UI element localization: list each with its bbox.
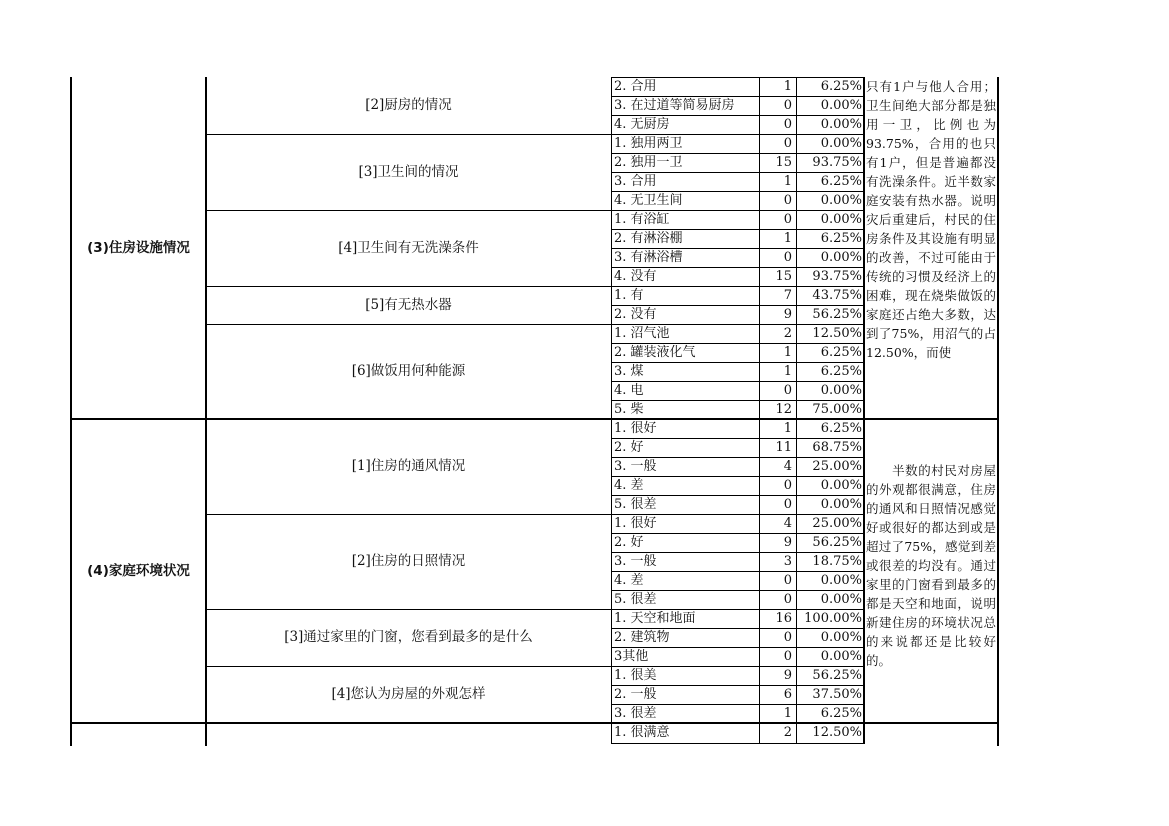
h-rule (206, 134, 865, 135)
question-label (206, 723, 611, 742)
section-title: (3)住房设施情况 (87, 239, 190, 256)
count-cell: 0 (783, 212, 792, 227)
percent-cell: 68.75% (812, 440, 862, 455)
h-rule (611, 229, 865, 230)
count-cell: 0 (783, 592, 792, 607)
h-rule (611, 400, 865, 401)
option-cell: 3. 在过道等简易厨房 (614, 98, 735, 113)
count-cell: 15 (775, 155, 792, 170)
count-cell: 9 (783, 668, 792, 683)
option-cell: 2. 好 (614, 440, 644, 455)
option-cell: 4. 无厨房 (614, 117, 670, 132)
count-cell: 0 (783, 478, 792, 493)
percent-cell: 6.25% (820, 79, 862, 94)
h-rule (611, 305, 865, 306)
count-cell: 0 (783, 573, 792, 588)
v-rule (611, 77, 612, 743)
percent-cell: 6.25% (820, 345, 862, 360)
section-title (71, 723, 206, 742)
option-cell: 3. 一般 (614, 459, 657, 474)
count-cell: 12 (775, 402, 792, 417)
h-rule (206, 324, 865, 325)
count-cell: 0 (783, 383, 792, 398)
h-rule (611, 743, 865, 744)
question-label: [3]通过家里的门窗，您看到最多的是什么 (284, 629, 533, 645)
count-cell: 0 (783, 497, 792, 512)
count-cell: 2 (783, 326, 792, 341)
percent-cell: 0.00% (820, 250, 862, 265)
option-cell: 3. 有淋浴槽 (614, 250, 683, 265)
percent-cell: 93.75% (812, 269, 862, 284)
option-cell: 1. 有浴缸 (614, 212, 670, 227)
count-cell: 1 (783, 79, 792, 94)
option-cell: 1. 天空和地面 (614, 611, 696, 626)
h-rule (206, 210, 865, 211)
h-rule (611, 381, 865, 382)
count-cell: 0 (783, 630, 792, 645)
h-rule (206, 666, 865, 667)
count-cell: 0 (783, 98, 792, 113)
option-cell: 4. 没有 (614, 269, 657, 284)
option-cell: 3. 很差 (614, 706, 657, 721)
count-cell: 1 (783, 421, 792, 436)
percent-cell: 37.50% (812, 687, 862, 702)
option-cell: 1. 有 (614, 288, 644, 303)
h-rule (611, 267, 865, 268)
h-rule (611, 457, 865, 458)
option-cell: 2. 罐装液化气 (614, 345, 696, 360)
h-rule (611, 552, 865, 553)
h-rule (611, 191, 865, 192)
h-rule (611, 628, 865, 629)
count-cell: 0 (783, 193, 792, 208)
option-cell: 1. 很满意 (614, 725, 670, 740)
count-cell: 11 (775, 440, 792, 455)
count-cell: 4 (783, 459, 792, 474)
option-cell: 3. 煤 (614, 364, 644, 379)
count-cell: 15 (775, 269, 792, 284)
h-rule (206, 514, 865, 515)
h-rule (206, 286, 865, 287)
h-rule (611, 248, 865, 249)
percent-cell: 0.00% (820, 98, 862, 113)
option-cell: 1. 沼气池 (614, 326, 670, 341)
count-cell: 1 (783, 706, 792, 721)
h-rule (611, 96, 865, 97)
percent-cell: 12.50% (812, 725, 862, 740)
option-cell: 2. 没有 (614, 307, 657, 322)
option-cell: 3. 合用 (614, 174, 657, 189)
option-cell: 1. 独用两卫 (614, 136, 683, 151)
option-cell: 4. 差 (614, 478, 644, 493)
option-cell: 2. 建筑物 (614, 630, 670, 645)
option-cell: 1. 很好 (614, 421, 657, 436)
h-rule (206, 609, 865, 610)
percent-cell: 6.25% (820, 706, 862, 721)
h-rule (611, 476, 865, 477)
h-rule (611, 172, 865, 173)
count-cell: 1 (783, 174, 792, 189)
percent-cell: 0.00% (820, 478, 862, 493)
percent-cell: 100.00% (804, 611, 862, 626)
percent-cell: 0.00% (820, 497, 862, 512)
percent-cell: 93.75% (812, 155, 862, 170)
h-rule (611, 571, 865, 572)
h-rule (611, 647, 865, 648)
percent-cell: 75.00% (812, 402, 862, 417)
option-cell: 2. 好 (614, 535, 644, 550)
percent-cell: 25.00% (812, 516, 862, 531)
count-cell: 9 (783, 307, 792, 322)
v-rule (997, 77, 999, 746)
option-cell: 2. 一般 (614, 687, 657, 702)
percent-cell: 56.25% (812, 307, 862, 322)
h-rule (611, 704, 865, 705)
percent-cell: 56.25% (812, 668, 862, 683)
option-cell: 4. 差 (614, 573, 644, 588)
v-rule (70, 77, 72, 746)
count-cell: 9 (783, 535, 792, 550)
section-note: 半数的村民对房屋的外观都很满意，住房的通风和日照情况感觉好或很好的都达到或是超过了75%，感觉到差或很差的均没有。通过家里的门窗看到最多的都是天空和地面，说明新建住房的环境状况总的来说都还是比较好的。 (866, 463, 996, 668)
option-cell: 5. 很差 (614, 497, 657, 512)
count-cell: 2 (783, 725, 792, 740)
option-cell: 2. 独用一卫 (614, 155, 683, 170)
option-cell: 1. 很好 (614, 516, 657, 531)
count-cell: 1 (783, 231, 792, 246)
v-rule (759, 77, 760, 743)
h-rule (611, 533, 865, 534)
count-cell: 16 (775, 611, 792, 626)
count-cell: 0 (783, 649, 792, 664)
count-cell: 0 (783, 117, 792, 132)
section-title: (4)家庭环境状况 (87, 562, 190, 579)
option-cell: 5. 柴 (614, 402, 644, 417)
question-label: [6]做饭用何种能源 (351, 363, 466, 379)
option-cell: 5. 很差 (614, 592, 657, 607)
percent-cell: 0.00% (820, 630, 862, 645)
percent-cell: 0.00% (820, 212, 862, 227)
percent-cell: 12.50% (812, 326, 862, 341)
h-rule (611, 343, 865, 344)
count-cell: 4 (783, 516, 792, 531)
count-cell: 1 (783, 345, 792, 360)
percent-cell: 18.75% (812, 554, 862, 569)
question-label: [3]卫生间的情况 (358, 163, 459, 180)
percent-cell: 43.75% (812, 288, 862, 303)
h-rule (611, 153, 865, 154)
count-cell: 0 (783, 250, 792, 265)
percent-cell: 25.00% (812, 459, 862, 474)
option-cell: 4. 电 (614, 383, 644, 398)
h-rule (71, 722, 999, 724)
question-label: [4]卫生间有无洗澡条件 (338, 239, 479, 256)
count-cell: 1 (783, 364, 792, 379)
option-cell: 2. 合用 (614, 79, 657, 94)
percent-cell: 0.00% (820, 592, 862, 607)
h-rule (611, 115, 865, 116)
option-cell: 3其他 (614, 649, 649, 664)
percent-cell: 6.25% (820, 421, 862, 436)
percent-cell: 0.00% (820, 193, 862, 208)
option-cell: 4. 无卫生间 (614, 193, 683, 208)
v-rule (863, 77, 865, 743)
percent-cell: 0.00% (820, 136, 862, 151)
option-cell: 3. 一般 (614, 554, 657, 569)
h-rule (611, 77, 865, 78)
percent-cell: 0.00% (820, 383, 862, 398)
v-rule (796, 77, 797, 743)
option-cell: 1. 很美 (614, 668, 657, 683)
option-cell: 2. 有淋浴棚 (614, 231, 683, 246)
h-rule (71, 418, 999, 420)
question-label: [4]您认为房屋的外观怎样 (331, 686, 486, 702)
count-cell: 3 (783, 554, 792, 569)
count-cell: 0 (783, 136, 792, 151)
percent-cell: 0.00% (820, 117, 862, 132)
percent-cell: 6.25% (820, 364, 862, 379)
percent-cell: 6.25% (820, 174, 862, 189)
h-rule (611, 362, 865, 363)
question-label: [2]厨房的情况 (365, 97, 452, 113)
h-rule (611, 495, 865, 496)
percent-cell: 0.00% (820, 573, 862, 588)
count-cell: 7 (783, 288, 792, 303)
h-rule (611, 590, 865, 591)
v-rule (205, 77, 207, 746)
percent-cell: 6.25% (820, 231, 862, 246)
section-note: 只有1户与他人合用；卫生间绝大部分都是独用一卫，比例也为93.75%，合用的也只有1户，但是普遍都没有洗澡条件。近半数家庭安装有热水器。说明灾后重建后，村民的住房条件及其设施有明显的改善，不过可能由于传统的习惯及经济上的困难，现在烧柴做饭的家庭还占绝大多数，达到了75%，用沼气的占12.50%，而使 (866, 79, 996, 360)
percent-cell: 0.00% (820, 649, 862, 664)
question-label: [2]住房的日照情况 (351, 553, 466, 569)
h-rule (611, 438, 865, 439)
question-label: [1]住房的通风情况 (351, 458, 466, 474)
percent-cell: 56.25% (812, 535, 862, 550)
h-rule (611, 685, 865, 686)
count-cell: 6 (783, 687, 792, 702)
question-label: [5]有无热水器 (365, 296, 452, 313)
